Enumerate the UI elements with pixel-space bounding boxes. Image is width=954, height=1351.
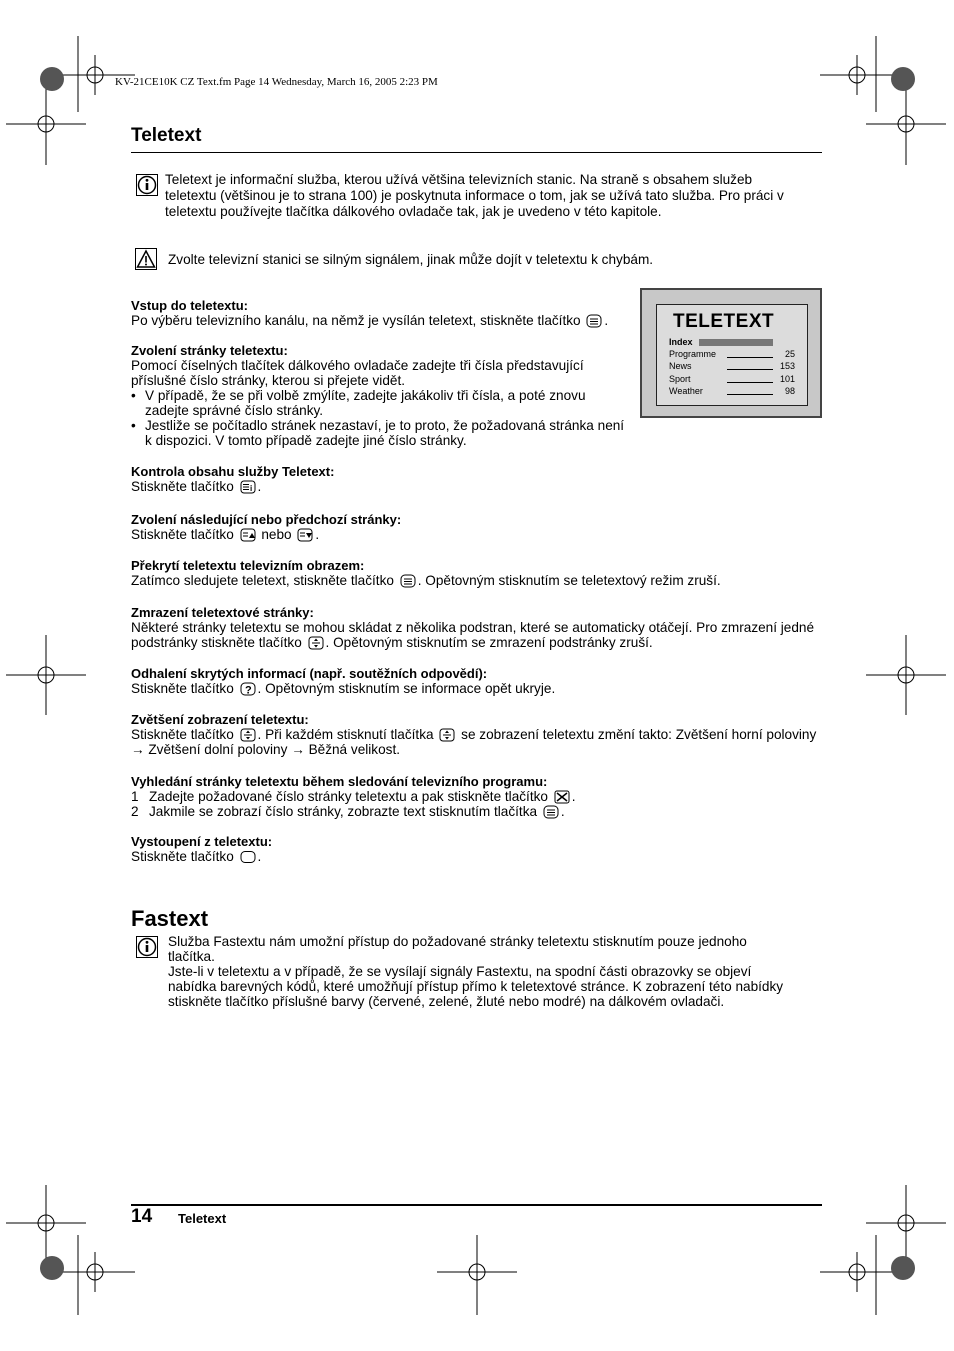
info-note [165, 172, 825, 220]
fastext-note [168, 934, 828, 1009]
instruction-next-prev: Zvolení následující nebo předchozí stránky: Stiskněte tlačítko nebo . [131, 512, 822, 542]
teletext-row: News 153 [669, 361, 795, 371]
teletext-index-label: Index [669, 337, 693, 347]
instruction-heading: Vystoupení z teletextu: [131, 834, 273, 849]
tv-button-icon [240, 850, 256, 864]
instruction-enlarge: Zvětšení zobrazení teletextu: Stiskněte tlačítko . Při každém stisknutí tlačítka se zobrazení teletextu změní takto: Zvětšení horní poloviny → Zvětšení dolní poloviny → Běžná velikost. [131, 712, 822, 757]
section-title-teletext: Teletext [131, 125, 202, 146]
instruction-heading: Zmrazení teletextové stránky: [131, 605, 314, 620]
teletext-index-row [669, 337, 795, 349]
section-rule [131, 152, 822, 153]
instruction-heading: Zvětšení zobrazení teletextu: [131, 712, 309, 727]
arrow-icon: → [291, 742, 305, 757]
instruction-heading: Kontrola obsahu služby Teletext: [131, 464, 335, 479]
teletext-row: Sport 101 [669, 374, 795, 384]
instruction-mix: Překrytí teletextu televizním obrazem: Zatímco sledujete teletext, stiskněte tlačítko . Opětovným stisknutím se teletextový režim zruší. [131, 558, 822, 588]
instruction-enter: Vstup do teletextu: Po výběru televizního kanálu, na němž je vysílán teletext, stiskněte tlačítko . [131, 298, 631, 328]
bullet-item: • Jestliže se počítadlo stránek nezastaví, je to proto, že požadovaná stránka není k dispozici. V tomto případě zadejte jiné číslo stránky. [131, 418, 631, 448]
instruction-exit: Vystoupení z teletextu: Stiskněte tlačítko . [131, 834, 631, 864]
instruction-text: Stiskněte tlačítko [131, 849, 234, 864]
info-note-line: teletextu používejte tlačítka dálkového ovladače tak, jak je uvedeno v této kapitole. [165, 204, 662, 219]
warning-icon [135, 248, 157, 270]
bullet-item: • V případě, že se při volbě zmýlíte, zadejte jakákoliv tři čísla, a poté znovu zadejte správné číslo stránky. [131, 388, 631, 418]
fastext-note-line: Jste-li v teletextu a v případě, že se vysílají signály Fastextu, na spodní části obrazovky se objeví [168, 964, 752, 979]
svg-text:?: ? [244, 684, 252, 696]
instruction-reveal: Odhalení skrytých informací (např. soutěžních odpovědí): Stiskněte tlačítko ? . Opětovným stisknutím se informace opět ukryje. [131, 666, 822, 696]
step-item: 1 Zadejte požadované číslo stránky teletextu a pak stiskněte tlačítko . [131, 789, 576, 804]
step-item: 2 Jakmile se zobrazí číslo stránky, zobrazte text stisknutím tlačítka . [131, 804, 565, 819]
instruction-text: Zatímco sledujete teletext, stiskněte tlačítko [131, 573, 394, 588]
index-button-icon [240, 480, 256, 494]
instruction-heading: Vyhledání stránky teletextu během sledování televizního programu: [131, 774, 548, 789]
info-note-line: teletextu (většinou je to strana 100) je poskytnuta informace o tom, jak se užívá tato služba. Pro práci v [165, 188, 784, 203]
footer-rule [131, 1204, 822, 1206]
instruction-text: Pomocí číselných tlačítek dálkového ovladače zadejte tři čísla představující příslušné číslo stránky, kterou si přejete vidět. [131, 358, 584, 388]
instruction-hold: Zmrazení teletextové stránky: Některé stránky teletextu se mohou skládat z několika podstran, které se automaticky otáčejí. Pro zmrazení jedné podstránky stiskněte tlačítko . Opětovným stisknutím se zmrazení podstránky zruší. [131, 605, 822, 650]
instruction-search [131, 774, 822, 819]
index-bar [699, 339, 773, 346]
teletext-button-icon [586, 314, 602, 328]
info-icon [136, 174, 158, 196]
instruction-text: Stiskněte tlačítko [131, 727, 234, 742]
instruction-heading: Překrytí teletextu televizním obrazem: [131, 558, 365, 573]
print-header: KV-21CE10K CZ Text.fm Page 14 Wednesday, March 16, 2005 2:23 PM [115, 76, 438, 88]
instruction-heading: Zvolení stránky teletextu: [131, 343, 288, 358]
teletext-button-icon [400, 574, 416, 588]
instruction-contents: Kontrola obsahu služby Teletext: Stiskněte tlačítko i . [131, 464, 631, 494]
footer-section-label: Teletext [178, 1211, 227, 1226]
info-note-line: Teletext je informační služba, kterou užívá většina televizních stanic. Na straně s obsahem služeb [165, 172, 753, 187]
fastext-note-line: nabídka barevných kódů, které umožňují přístup přímo k teletextové stránce. K zobrazení této nabídky [168, 979, 784, 994]
instruction-heading: Odhalení skrytých informací (např. soutěžních odpovědí): [131, 666, 488, 681]
teletext-screen [656, 304, 808, 406]
fastext-note-line: tlačítka. [168, 949, 215, 964]
page-up-button-icon [240, 528, 256, 542]
instruction-heading: Zvolení následující nebo předchozí stránky: [131, 512, 402, 527]
fastext-note-line: Služba Fastextu nám umožní přístup do požadované stránky teletextu stisknutím pouze jednoho [168, 934, 747, 949]
instruction-text: Některé stránky teletextu se mohou skládat z několika podstran, které se automaticky otáčejí. Pro zmrazení jedné podstránky stiskněte tlačítko [131, 620, 815, 650]
fastext-note-line: stiskněte tlačítko příslušné barvy (červené, zelené, žluté nebo modré) na dálkovém ovladači. [168, 994, 725, 1009]
teletext-screen-title: TELETEXT [673, 311, 775, 332]
teletext-row: Programme 25 [669, 349, 795, 359]
teletext-screen-illustration [640, 288, 822, 418]
enlarge-button-icon [240, 728, 256, 742]
teletext-row: Weather 98 [669, 386, 795, 396]
arrow-icon: → [131, 742, 145, 757]
instruction-select [131, 343, 631, 448]
instruction-heading: Vstup do teletextu: [131, 298, 249, 313]
page-down-button-icon [297, 528, 313, 542]
enlarge-button-icon [439, 728, 455, 742]
instruction-text: Stiskněte tlačítko [131, 681, 234, 696]
page-number: 14 [131, 1206, 153, 1227]
cancel-button-icon [554, 790, 570, 804]
svg-text:i: i [249, 484, 252, 493]
info-icon [136, 936, 158, 958]
teletext-button-icon [543, 805, 559, 819]
instruction-text: Po výběru televizního kanálu, na němž je vysílán teletext, stiskněte tlačítko [131, 313, 581, 328]
section-title-fastext: Fastext [131, 906, 209, 931]
reveal-button-icon [240, 682, 256, 696]
warning-note: Zvolte televizní stanici se silným signálem, jinak může dojít v teletextu k chybám. [168, 252, 654, 267]
instruction-text: Stiskněte tlačítko [131, 527, 234, 542]
hold-button-icon [308, 636, 324, 650]
instruction-text: Stiskněte tlačítko [131, 479, 234, 494]
